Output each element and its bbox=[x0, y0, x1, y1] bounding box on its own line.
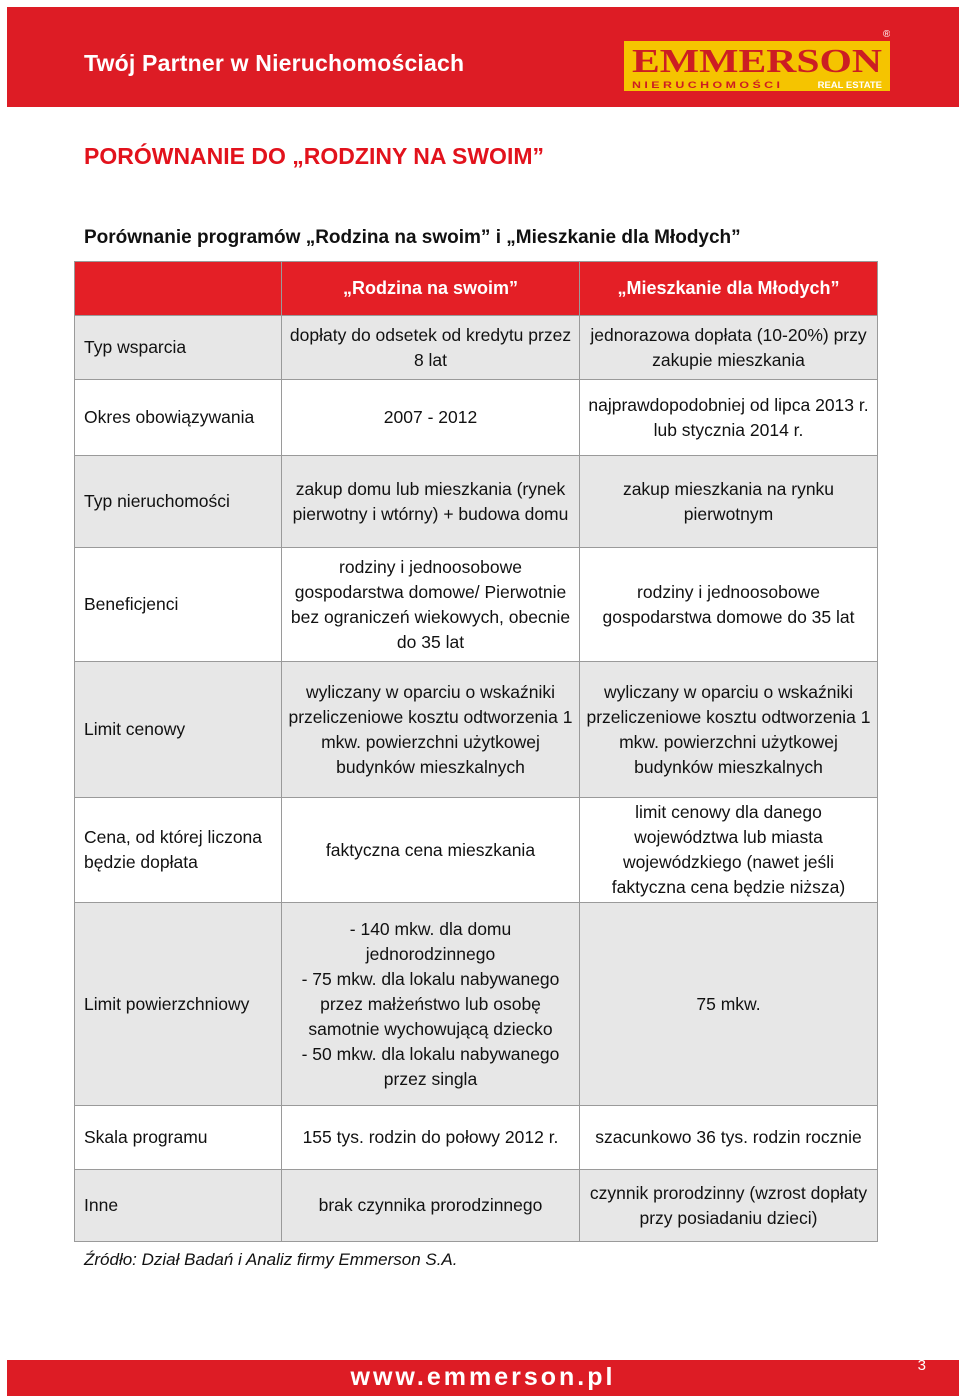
header-title: Twój Partner w Nieruchomościach bbox=[84, 50, 465, 76]
row-label: Beneficjenci bbox=[75, 548, 282, 662]
row-label: Skala programu bbox=[75, 1106, 282, 1170]
rns-limit-line: - 50 mkw. dla lokalu nabywanego przez singla bbox=[301, 1043, 560, 1089]
table-row bbox=[75, 380, 878, 456]
mdm-cell: rodziny i jednoosobowe gospodarstwa domowe do 35 lat bbox=[580, 548, 878, 662]
header-cell-rodzina-na-swoim: „Rodzina na swoim” bbox=[282, 262, 580, 316]
table-header-row bbox=[75, 262, 878, 316]
svg-text:REAL ESTATE: REAL ESTATE bbox=[817, 80, 882, 91]
row-label: Inne bbox=[75, 1170, 282, 1242]
svg-text:®: ® bbox=[883, 29, 890, 40]
table-row bbox=[75, 316, 878, 380]
header-cell-mieszkanie-dla-mlodych: „Mieszkanie dla Młodych” bbox=[580, 262, 878, 316]
row-label: Cena, od której liczona będzie dopłata bbox=[75, 798, 282, 903]
row-label: Typ nieruchomości bbox=[75, 456, 282, 548]
mdm-cell: szacunkowo 36 tys. rodzin rocznie bbox=[580, 1106, 878, 1170]
rns-cell: 2007 - 2012 bbox=[282, 380, 580, 456]
mdm-cell: 75 mkw. bbox=[580, 903, 878, 1106]
svg-text:EMMERSON: EMMERSON bbox=[632, 43, 883, 80]
row-label: Typ wsparcia bbox=[75, 316, 282, 380]
rns-cell: rodziny i jednoosobowe gospodarstwa domowe/ Pierwotnie bez ograniczeń wiekowych, obecnie do 35 lat bbox=[282, 548, 580, 662]
rns-cell: zakup domu lub mieszkania (rynek pierwotny i wtórny) + budowa domu bbox=[282, 456, 580, 548]
rns-cell bbox=[282, 903, 580, 1106]
rns-limit-line: - 140 mkw. dla domu jednorodzinnego bbox=[349, 918, 512, 964]
table-row bbox=[75, 456, 878, 548]
mdm-cell: najprawdopodobniej od lipca 2013 r. lub stycznia 2014 r. bbox=[580, 380, 878, 456]
comparison-table bbox=[74, 261, 878, 1242]
rns-cell: faktyczna cena mieszkania bbox=[282, 798, 580, 903]
svg-text:N I E R U C H O M O Ś C I: N I E R U C H O M O Ś C I bbox=[632, 80, 746, 91]
mdm-cell: wyliczany w oparciu o wskaźniki przeliczeniowe kosztu odtworzenia 1 mkw. powierzchni użytkowej budynków mieszkalnych bbox=[580, 662, 878, 798]
rns-cell: dopłaty do odsetek od kredytu przez 8 lat bbox=[282, 316, 580, 380]
row-label: Okres obowiązywania bbox=[75, 380, 282, 456]
document-title: PORÓWNANIE DO „RODZINY NA SWOIM” bbox=[84, 143, 544, 169]
row-label: Limit powierzchniowy bbox=[75, 903, 282, 1106]
table-row bbox=[75, 903, 878, 1106]
table-row bbox=[75, 548, 878, 662]
source-note: Źródło: Dział Badań i Analiz firmy Emmerson S.A. bbox=[84, 1250, 458, 1269]
table-row bbox=[75, 798, 878, 903]
rns-cell: 155 tys. rodzin do połowy 2012 r. bbox=[282, 1106, 580, 1170]
mdm-cell: zakup mieszkania na rynku pierwotnym bbox=[580, 456, 878, 548]
mdm-cell: jednorazowa dopłata (10-20%) przy zakupie mieszkania bbox=[580, 316, 878, 380]
mdm-cell: czynnik prorodzinny (wzrost dopłaty przy posiadaniu dzieci) bbox=[580, 1170, 878, 1242]
document-subtitle: Porównanie programów „Rodzina na swoim” i „Mieszkanie dla Młodych” bbox=[84, 227, 741, 248]
table-row bbox=[75, 1170, 878, 1242]
footer-website-link[interactable]: www.emmerson.pl bbox=[350, 1363, 616, 1391]
page-footer bbox=[7, 1357, 959, 1396]
rns-limit-line: - 75 mkw. dla lokalu nabywanego przez małżeństwo lub osobę samotnie wychowującą dziecko bbox=[301, 968, 560, 1039]
rns-cell: brak czynnika prorodzinnego bbox=[282, 1170, 580, 1242]
page-number: 3 bbox=[917, 1357, 926, 1374]
table-row bbox=[75, 1106, 878, 1170]
row-label: Limit cenowy bbox=[75, 662, 282, 798]
page-header bbox=[7, 7, 959, 107]
header-cell-empty bbox=[75, 262, 282, 316]
rns-cell: wyliczany w oparciu o wskaźniki przeliczeniowe kosztu odtworzenia 1 mkw. powierzchni użytkowej budynków mieszkalnych bbox=[282, 662, 580, 798]
table-row bbox=[75, 662, 878, 798]
emmerson-logo bbox=[624, 27, 890, 101]
mdm-cell: limit cenowy dla danego województwa lub miasta wojewódzkiego (nawet jeśli faktyczna cena będzie niższa) bbox=[580, 798, 878, 903]
